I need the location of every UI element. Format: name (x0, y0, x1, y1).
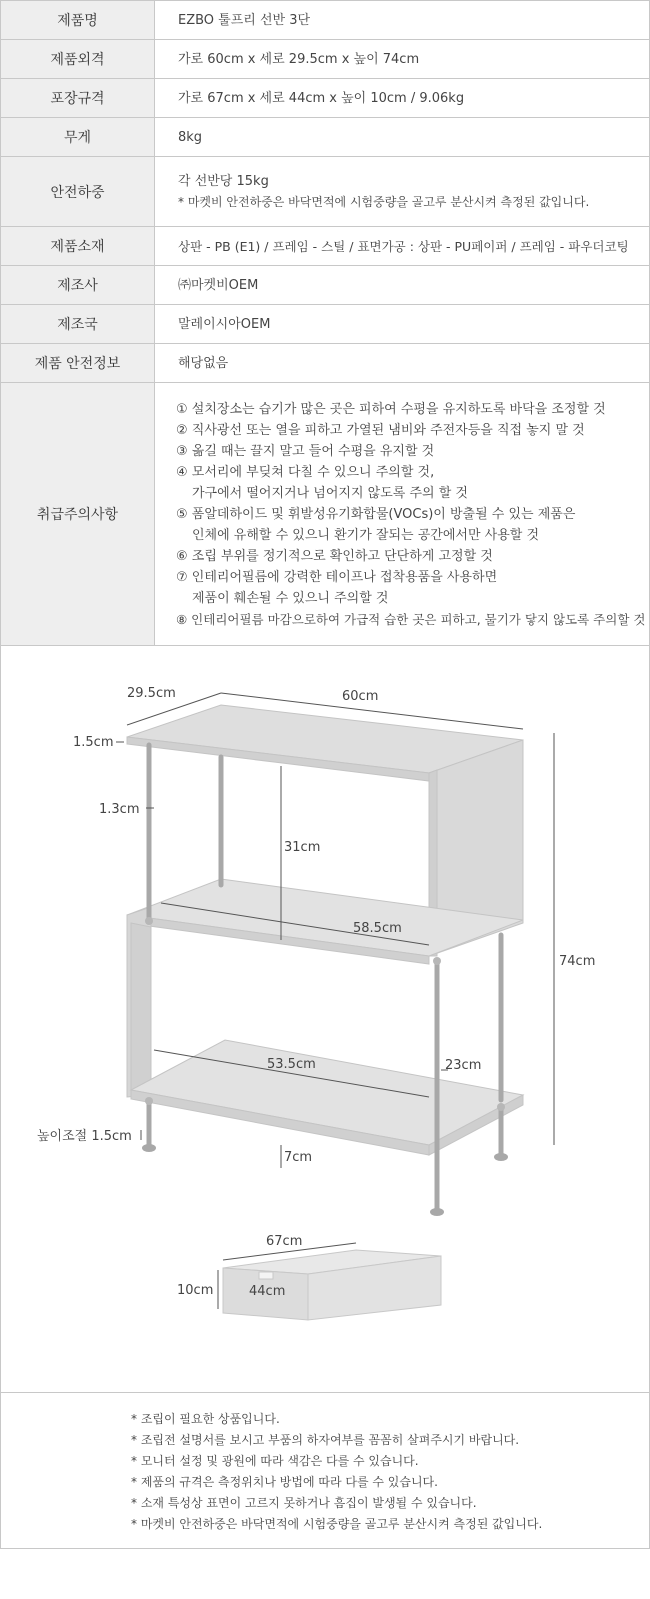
spec-row (1, 118, 650, 157)
top-thickness-label: 1.5cm (73, 735, 114, 750)
spec-label: 무게 (1, 118, 155, 157)
spec-value: 가로 67cm x 세로 44cm x 높이 10cm / 9.06kg (155, 79, 650, 118)
spec-label: 안전하중 (1, 157, 155, 227)
safe-load-value: 각 선반당 15kg (178, 173, 269, 189)
depth-label: 29.5cm (127, 686, 176, 701)
spec-value: 해당없음 (155, 344, 650, 383)
leveler-label: 높이조절 1.5cm (37, 1129, 132, 1144)
spec-value: 가로 60cm x 세로 29.5cm x 높이 74cm (155, 40, 650, 79)
shelf-illustration (1, 645, 649, 1393)
leveler-feet (142, 1144, 508, 1216)
safe-load-note: * 마켓비 안전하중은 바닥면적에 시험중량을 골고루 분산시켜 측정된 값입니다. (178, 194, 590, 209)
care-item: ② 직사광선 또는 열을 피하고 가열된 냄비와 주전자등을 직접 놓지 말 것 (176, 422, 585, 438)
upper-width-label: 58.5cm (353, 921, 402, 936)
note-item: * 조립전 설명서를 보시고 부품의 하자여부를 꼼꼼히 살펴주시기 바랍니다. (131, 1433, 520, 1447)
spec-row (1, 79, 650, 118)
care-item: ⑥ 조립 부위를 정기적으로 확인하고 단단하게 고정할 것 (176, 548, 493, 564)
care-item: ⑦ 인테리어필름에 강력한 테이프나 접착용품을 사용하면 (176, 569, 498, 585)
spec-value: ㈜마켓비OEM (155, 266, 650, 305)
lower-depth-label: 23cm (445, 1058, 482, 1073)
spec-label: 제품외격 (1, 40, 155, 79)
spec-value: 말레이시아OEM (155, 305, 650, 344)
spec-label: 제조사 (1, 266, 155, 305)
spec-row (1, 227, 650, 266)
note-item: * 모니터 설정 및 광원에 따라 색감은 다를 수 있습니다. (131, 1454, 419, 1468)
spec-row (1, 40, 650, 79)
spec-value: EZBO 툴프리 선반 3단 (155, 1, 650, 40)
spec-label: 제품명 (1, 1, 155, 40)
care-item: ① 설치장소는 습기가 많은 곳은 피하여 수평을 유지하도록 바닥을 조정할 것 (176, 401, 606, 417)
upper-height-label: 31cm (284, 840, 321, 855)
spec-label: 포장규격 (1, 79, 155, 118)
note-item: * 조립이 필요한 상품입니다. (131, 1412, 280, 1426)
care-item: 제품이 훼손될 수 있으니 주의할 것 (192, 590, 389, 606)
total-height-label: 74cm (559, 954, 596, 969)
care-item: ⑧ 인테리어필름 마감으로하여 가급적 습한 곳은 피하고, 물기가 닿지 않도록 주의할 것 (176, 611, 646, 627)
spec-row (1, 1, 650, 40)
care-item: ③ 옮길 때는 끌지 말고 들어 수평을 유지할 것 (176, 443, 435, 459)
spec-label: 제품소재 (1, 227, 155, 266)
spec-table (0, 0, 650, 646)
care-row (1, 383, 650, 646)
spec-row (1, 157, 650, 227)
width-label: 60cm (342, 689, 379, 704)
spec-row (1, 305, 650, 344)
spec-value (155, 157, 650, 227)
care-item: ⑤ 폼알데하이드 및 휘발성유기화합물(VOCs)이 방출될 수 있는 제품은 (176, 506, 576, 522)
foot-height-label: 7cm (284, 1150, 313, 1165)
spec-value: 상판 - PB (E1) / 프레임 - 스틸 / 표면가공 : 상판 - PU페이퍼 / 프레임 - 파우더코팅 (155, 227, 650, 266)
spec-row (1, 266, 650, 305)
shelf-thickness-label: 1.3cm (99, 802, 140, 817)
note-item: * 마켓비 안전하중은 바닥면적에 시험중량을 골고루 분산시켜 측정된 값입니다. (131, 1517, 543, 1531)
note-item: * 소재 특성상 표면이 고르지 못하거나 흠집이 발생될 수 있습니다. (131, 1496, 477, 1510)
notes-section (0, 1393, 650, 1549)
spec-label: 제조국 (1, 305, 155, 344)
note-item: * 제품의 규격은 측정위치나 방법에 따라 다를 수 있습니다. (131, 1475, 438, 1489)
care-label: 취급주의사항 (1, 383, 155, 646)
lower-width-label: 53.5cm (267, 1057, 316, 1072)
box-height-label: 10cm (177, 1283, 214, 1298)
care-list (155, 383, 650, 646)
dimension-diagram (0, 645, 650, 1393)
care-item: 가구에서 떨어지거나 넘어지지 않도록 주의 할 것 (192, 485, 468, 501)
care-item: 인체에 유해할 수 있으니 환기가 잘되는 공간에서만 사용할 것 (192, 527, 540, 543)
spec-row (1, 344, 650, 383)
spec-label: 제품 안전정보 (1, 344, 155, 383)
spec-value: 8kg (155, 118, 650, 157)
box-width-label: 67cm (266, 1234, 303, 1249)
box-depth-label: 44cm (249, 1284, 286, 1299)
care-item: ④ 모서리에 부딪쳐 다칠 수 있으니 주의할 것, (176, 464, 435, 480)
